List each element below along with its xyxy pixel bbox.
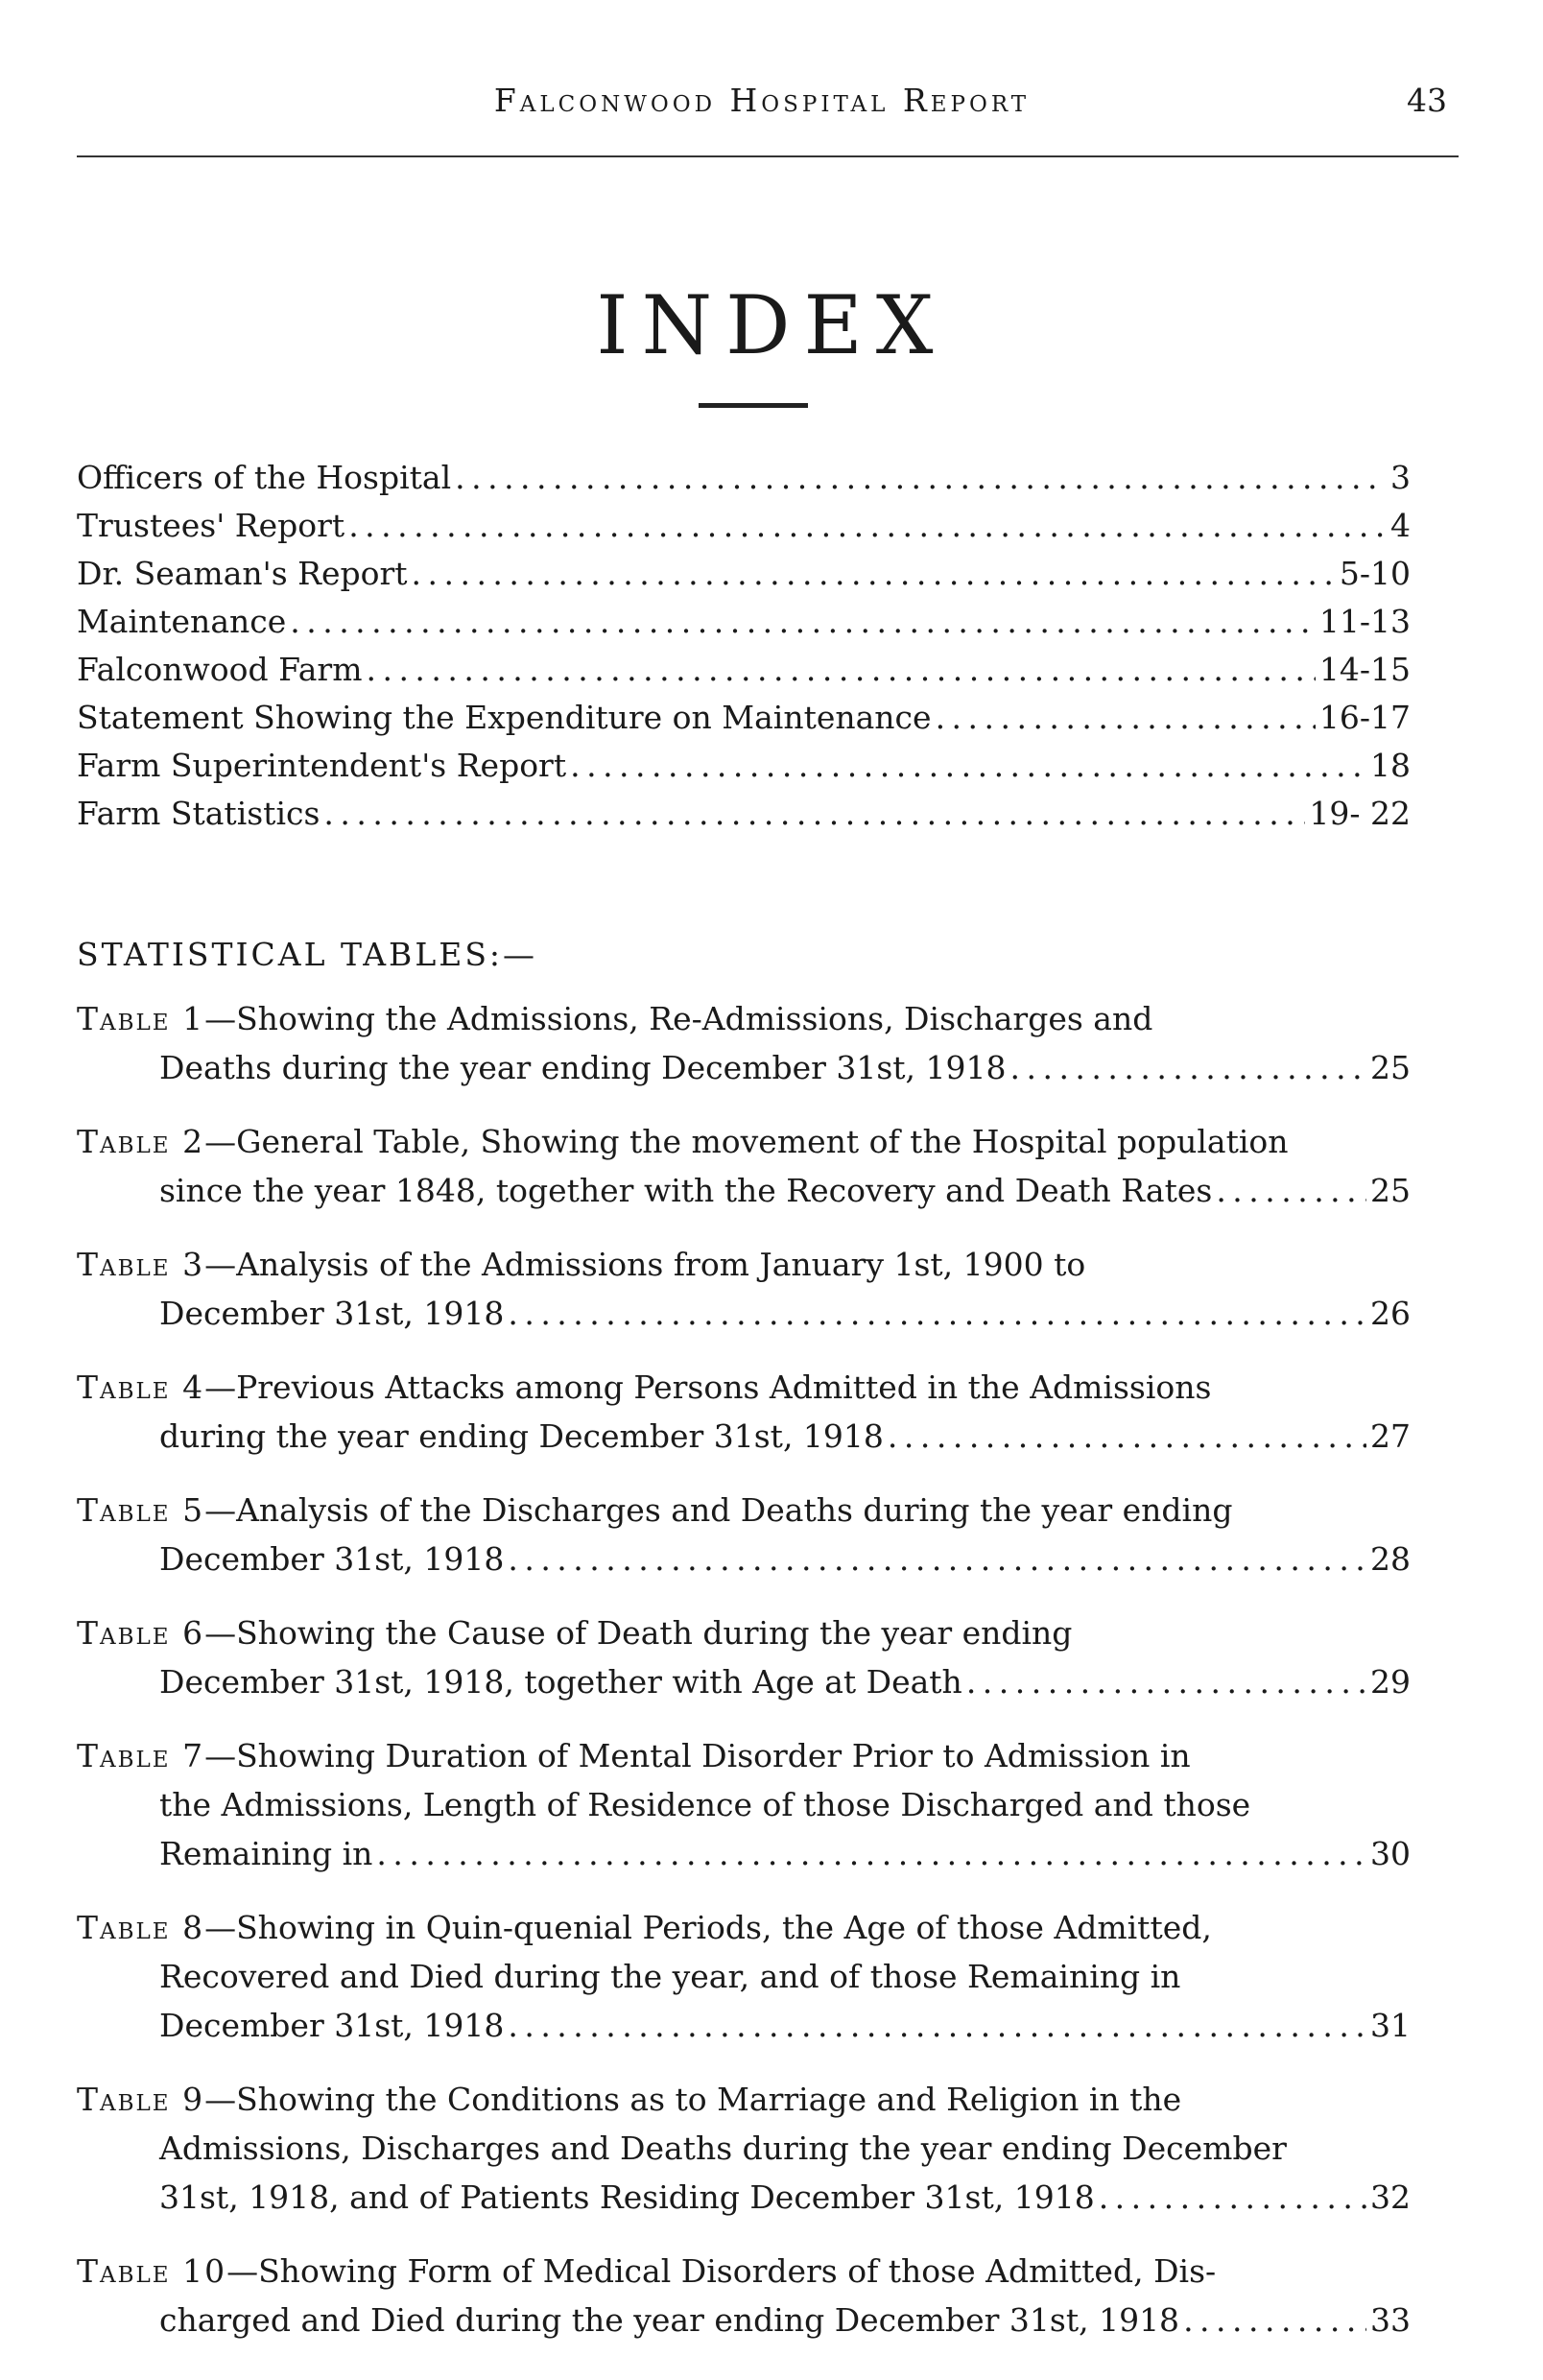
table-label: Table 4: [77, 1368, 205, 1406]
entry-label: Officers of the Hospital: [77, 459, 452, 496]
table-page: 28: [1370, 1540, 1411, 1578]
table-description: —Showing Duration of Mental Disorder Prior to Admission in: [204, 1737, 1191, 1774]
table-entry: [77, 994, 1411, 1092]
table-label: Table 6: [77, 1614, 205, 1652]
table-label: Table 1: [77, 1000, 205, 1037]
table-entry-text: [159, 1535, 504, 1583]
entry-label: Falconwood Farm: [77, 651, 363, 688]
table-entry-text: [77, 1491, 1232, 1529]
dot-leader: [348, 507, 1387, 544]
table-entry-text: [159, 1166, 1212, 1215]
table-entry: [77, 1731, 1411, 1878]
dot-leader: [1216, 1166, 1366, 1215]
entry-page: 16-17: [1318, 699, 1411, 736]
page-number: 43: [1407, 82, 1447, 119]
table-entry-text: [77, 1123, 1289, 1160]
table-entry-line: [77, 2075, 1411, 2124]
table-entry-line: [77, 1363, 1411, 1412]
table-entry-text: [77, 1000, 1152, 1037]
table-description: —Previous Attacks among Persons Admitted in the Admissions: [204, 1368, 1212, 1406]
dot-leader: [888, 1412, 1366, 1461]
table-label: Table 2: [77, 1123, 205, 1160]
table-page: 25: [1370, 1172, 1411, 1209]
section-heading: STATISTICAL TABLES:—: [77, 936, 538, 973]
entry-label: Maintenance: [77, 603, 287, 640]
table-description: Admissions, Discharges and Deaths during the year ending December: [159, 2130, 1287, 2167]
table-page: 32: [1370, 2178, 1411, 2216]
table-entry-line: [77, 2124, 1411, 2173]
table-entry-line: [77, 2173, 1411, 2222]
table-entry-line: [77, 1166, 1411, 1215]
table-entry-line: [77, 1117, 1411, 1166]
table-entry-line: [77, 2296, 1411, 2344]
entry-page: 14-15: [1318, 651, 1411, 688]
dot-leader: [570, 747, 1366, 784]
table-entry-line: [77, 1780, 1411, 1829]
dot-leader: [1099, 2173, 1366, 2222]
table-entry-line: [77, 1535, 1411, 1583]
index-entry: [77, 603, 1411, 651]
table-entry-line: [77, 994, 1411, 1043]
dot-leader: [508, 1289, 1366, 1338]
title-rule: [699, 403, 808, 408]
table-entry: [77, 1486, 1411, 1583]
table-entry-line: [77, 1486, 1411, 1535]
dot-leader: [1183, 2296, 1366, 2344]
table-description: during the year ending December 31st, 1918: [159, 1417, 884, 1455]
table-description: Deaths during the year ending December 31st, 1918: [159, 1049, 1007, 1086]
table-page: 30: [1370, 1835, 1411, 1872]
table-label: Table 3: [77, 1246, 205, 1283]
table-entry: [77, 1240, 1411, 1338]
table-description: —Showing Form of Medical Disorders of those Admitted, Dis-: [226, 2252, 1217, 2290]
dot-leader: [366, 651, 1315, 688]
table-entry-line: [77, 1952, 1411, 2001]
entry-label: Dr. Seaman's Report: [77, 555, 408, 592]
table-entry-text: [77, 1614, 1072, 1652]
index-entries: [77, 459, 1411, 843]
dot-leader: [412, 555, 1336, 592]
table-entry-text: [77, 2252, 1216, 2290]
table-entry-line: [77, 1289, 1411, 1338]
table-entry-text: [159, 1657, 962, 1706]
entry-label: Statement Showing the Expenditure on Maintenance: [77, 699, 932, 736]
table-entry-line: [77, 1240, 1411, 1289]
entry-page: 11-13: [1318, 603, 1411, 640]
table-entry: [77, 1363, 1411, 1461]
table-entry-text: [77, 1246, 1085, 1283]
table-description: —Analysis of the Admissions from January 1st, 1900 to: [204, 1246, 1086, 1283]
table-description: December 31st, 1918: [159, 1295, 505, 1332]
dot-leader: [290, 603, 1316, 640]
table-entry-text: [77, 2081, 1181, 2118]
table-page: 27: [1370, 1417, 1411, 1455]
dot-leader: [966, 1657, 1366, 1706]
table-entry: [77, 2247, 1411, 2344]
dot-leader: [455, 459, 1387, 496]
dot-leader: [508, 1535, 1366, 1583]
table-entry-text: [77, 1368, 1211, 1406]
entry-page: 19- 22: [1309, 795, 1411, 832]
table-entry-text: [159, 1043, 1007, 1092]
index-entry: [77, 459, 1411, 507]
table-entry-text: [159, 2173, 1095, 2222]
table-entry-line: [77, 1829, 1411, 1878]
table-description: December 31st, 1918: [159, 2007, 505, 2044]
table-page: 31: [1370, 2007, 1411, 2044]
table-description: Recovered and Died during the year, and of those Remaining in: [159, 1958, 1181, 1995]
table-label: Table 8: [77, 1909, 205, 1946]
entry-page: 3: [1390, 459, 1411, 496]
table-entry-line: [77, 1903, 1411, 1952]
table-entry-text: [159, 1412, 884, 1461]
entry-page: 4: [1390, 507, 1411, 544]
table-entry-text: [159, 2001, 504, 2050]
table-entry-text: [77, 1909, 1212, 1946]
table-entry-text: [159, 2130, 1287, 2167]
table-description: since the year 1848, together with the Recovery and Death Rates: [159, 1172, 1213, 1209]
table-entry-text: [159, 2296, 1179, 2344]
index-entry: [77, 651, 1411, 699]
table-label: Table 10: [77, 2252, 227, 2290]
table-entry-text: [159, 1958, 1180, 1995]
table-description: —General Table, Showing the movement of the Hospital population: [204, 1123, 1289, 1160]
table-label: Table 7: [77, 1737, 205, 1774]
table-description: —Showing the Admissions, Re-Admissions, Discharges and: [204, 1000, 1153, 1037]
table-page: 25: [1370, 1049, 1411, 1086]
table-entry-line: [77, 1043, 1411, 1092]
table-label: Table 9: [77, 2081, 205, 2118]
table-label: Table 5: [77, 1491, 205, 1529]
entry-label: Farm Statistics: [77, 795, 320, 832]
table-description: —Showing the Cause of Death during the year ending: [204, 1614, 1073, 1652]
table-entry: [77, 1903, 1411, 2050]
table-entry-text: [159, 1289, 504, 1338]
table-page: 33: [1370, 2301, 1411, 2339]
table-description: —Showing in Quin-quenial Periods, the Age of those Admitted,: [204, 1909, 1212, 1946]
table-description: charged and Died during the year ending December 31st, 1918: [159, 2301, 1180, 2339]
entry-page: 18: [1370, 747, 1411, 784]
table-entry-line: [77, 2247, 1411, 2296]
index-entry: [77, 795, 1411, 843]
table-description: Remaining in: [159, 1835, 373, 1872]
table-entry: [77, 1117, 1411, 1215]
header-rule: [77, 155, 1459, 157]
entry-label: Farm Superintendent's Report: [77, 747, 567, 784]
index-entry: [77, 699, 1411, 747]
dot-leader: [936, 699, 1316, 736]
table-entry: [77, 2075, 1411, 2222]
table-description: December 31st, 1918, together with Age at Death: [159, 1663, 962, 1701]
entry-label: Trustees' Report: [77, 507, 345, 544]
table-entry-text: [77, 1737, 1191, 1774]
dot-leader: [323, 795, 1305, 832]
index-entry: [77, 507, 1411, 555]
table-entry-line: [77, 1657, 1411, 1706]
table-entry-line: [77, 2001, 1411, 2050]
table-entry-line: [77, 1412, 1411, 1461]
dot-leader: [376, 1829, 1366, 1878]
table-entry-line: [77, 1608, 1411, 1657]
index-entry: [77, 747, 1411, 795]
table-description: —Analysis of the Discharges and Deaths during the year ending: [204, 1491, 1233, 1529]
table-entry-text: [159, 1786, 1250, 1823]
table-page: 26: [1370, 1295, 1411, 1332]
dot-leader: [1010, 1043, 1366, 1092]
index-entry: [77, 555, 1411, 603]
running-head: [77, 82, 1447, 130]
running-title: Falconwood Hospital Report: [493, 82, 1031, 119]
table-entry-line: [77, 1731, 1411, 1780]
statistical-tables-list: [77, 994, 1411, 2369]
table-description: December 31st, 1918: [159, 1540, 505, 1578]
table-page: 29: [1370, 1663, 1411, 1701]
entry-page: 5-10: [1339, 555, 1411, 592]
page-title: INDEX: [596, 278, 947, 372]
table-description: the Admissions, Length of Residence of those Discharged and those: [159, 1786, 1251, 1823]
table-entry: [77, 1608, 1411, 1706]
table-description: 31st, 1918, and of Patients Residing December 31st, 1918: [159, 2178, 1095, 2216]
table-entry-text: [159, 1829, 372, 1878]
dot-leader: [508, 2001, 1366, 2050]
table-description: —Showing the Conditions as to Marriage and Religion in the: [204, 2081, 1182, 2118]
